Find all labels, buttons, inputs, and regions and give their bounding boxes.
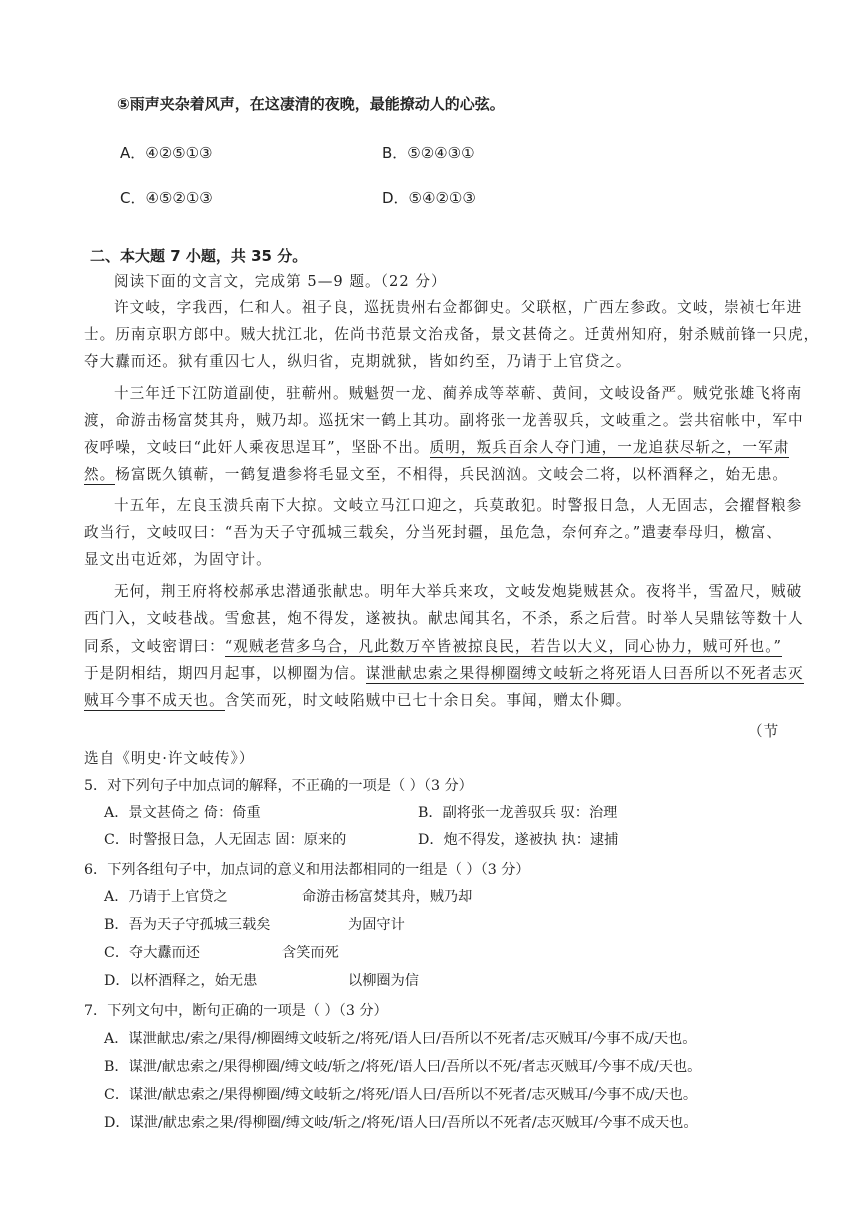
q6-option-d[interactable]: D．以杯酒释之，始无患 <box>104 973 258 989</box>
q7-stem: 7．下列文句中，断句正确的一项是（ ）（3 分） <box>84 1003 388 1019</box>
passage-text: 同系，文岐密谓曰： <box>84 638 225 655</box>
passage-line: 显文出屯近郊，为固守计。 <box>84 551 272 568</box>
passage-line <box>84 436 789 457</box>
passage-line <box>84 662 804 683</box>
passage-text: 夜呼噪，文岐曰“此奸人乘夜思逞耳”，坚卧不出。 <box>84 439 430 456</box>
passage-line <box>84 689 632 710</box>
q6-option-a[interactable]: A．乃请于上官贷之 <box>104 889 228 905</box>
q6-option-b[interactable]: B．吾为天子守孤城三载矣 <box>104 917 271 933</box>
q4-option-b[interactable]: B．⑤②④③① <box>382 144 475 162</box>
q4-option-d[interactable]: D．⑤④②①③ <box>382 189 476 207</box>
passage-line <box>84 463 788 484</box>
q4-option-c[interactable]: C．④⑤②①③ <box>120 189 213 207</box>
passage-line: 无何，荆王府将校郝承忠潜通张献忠。明年大举兵来攻，文岐发炮毙贼甚众。夜将半，雪盈尺，贼破 <box>114 583 803 600</box>
underlined-sentence: 贼耳今事不成天也。 <box>84 692 225 709</box>
q6-option-b-pair: 为固守计 <box>348 917 405 933</box>
q5-option-c[interactable]: C．时警报日急，人无固志 固：原来的 <box>104 832 347 848</box>
q6-option-a-pair: 命游击杨富焚其舟，贼乃却 <box>302 889 473 905</box>
reading-instruction: 阅读下面的文言文，完成第 5—9 题。（22 分） <box>114 273 447 290</box>
q6-option-c-pair: 含笑而死 <box>282 945 339 961</box>
passage-line: 渡，命游击杨富焚其舟，贼乃却。巡抚宋一鹤上其功。副将张一龙善驭兵，文岐重之。尝共宿帐中，军中 <box>84 412 804 429</box>
q7-option-d[interactable]: D．谋泄/献忠索之果/得柳圈/缚文岐/斩之/将死/语人曰/吾所以不死者/志灭贼耳/今事不成天也。 <box>104 1115 698 1131</box>
source-citation-start: （节 <box>748 723 780 740</box>
underlined-sentence: “观贼老营多乌合，凡此数万卒皆被掠良民，若告以大义，同心协力，贼可歼也。” <box>224 638 783 655</box>
passage-line <box>84 635 782 656</box>
q5-option-a[interactable]: A．景文甚倚之 倚：倚重 <box>104 805 261 821</box>
q7-option-c[interactable]: C．谋泄/献忠索之/果得柳圈/缚文岐斩之/将死/语人曰/吾所以不死者/志灭贼耳/今事不成/天也。 <box>104 1087 698 1103</box>
q6-stem: 6．下列各组句子中，加点词的意义和用法都相同的一组是（ ）（3 分） <box>84 862 530 878</box>
passage-line: 西门入，文岐巷战。雪愈甚，炮不得发，遂被执。献忠闻其名，不杀，系之后营。时举人吴鼎铉等数十人 <box>84 610 804 627</box>
passage-line: 政当行，文岐叹曰：“吾为天子守孤城三载矣，分当死封疆，虽危急，奈何弃之。”遣妻奉母归，檄富、 <box>84 524 783 541</box>
q4-option-a[interactable]: A．④②⑤①③ <box>120 144 213 162</box>
passage-line: 十五年，左良玉溃兵南下大掠。文岐立马江口迎之，兵莫敢犯。时警报日急，人无固志，会擢督粮参 <box>114 497 803 514</box>
passage-line: 夺大纛而还。狱有重囚七人，纵归省，克期就狱，皆如约至，乃请于上官贷之。 <box>84 353 632 370</box>
q5-option-d[interactable]: D．炮不得发，遂被执 执：逮捕 <box>418 832 619 848</box>
passage-line: 十三年迁下江防道副使，驻蕲州。贼魁贺一龙、蔺养成等萃蕲、黄间，文岐设备严。贼党张雄飞将南 <box>114 385 803 402</box>
q5-option-b[interactable]: B．副将张一龙善驭兵 驭：治理 <box>418 805 618 821</box>
underlined-sentence: 谋泄献忠索之果得柳圈缚文岐斩之将死语人曰吾所以不死者志灭 <box>365 665 804 682</box>
passage-text: 于是阴相结，期四月起事，以柳圈为信。 <box>84 665 366 682</box>
section-heading: 二、本大题 7 小题，共 35 分。 <box>90 247 308 265</box>
source-citation: 选自《明史·许文岐传》） <box>84 750 255 767</box>
q4-item5: ⑤雨声夹杂着风声，在这凄清的夜晚，最能撩动人的心弦。 <box>117 95 505 113</box>
passage-text: 杨富既久镇蕲，一鹤复遣参将毛显文至，不相得，兵民汹汹。文岐会二将，以杯酒释之，始无患。 <box>115 466 788 483</box>
passage-line: 士。历南京职方郎中。贼大扰江北，佐尚书范景文治戎备，景文甚倚之。迁黄州知府，射杀贼前锋一只虎， <box>84 326 820 343</box>
underlined-sentence: 质明，叛兵百余人夺门逋，一龙追获尽斩之，一军肃 <box>429 439 790 456</box>
passage-text: 含笑而死，时文岐陷贼中已七十余日矣。事闻，赠太仆卿。 <box>224 692 632 709</box>
q5-stem: 5．对下列句子中加点词的解释，不正确的一项是（ ）（3 分） <box>84 778 473 794</box>
q7-option-b[interactable]: B．谋泄/献忠索之/果得柳圈/缚文岐/斩之/将死/语人曰/吾所以不死/者志灭贼耳/今事不成/天也。 <box>104 1059 702 1075</box>
underlined-sentence: 然。 <box>84 466 116 483</box>
passage-line: 许文岐，字我西，仁和人。祖子良，巡抚贵州右佥都御史。父联枢，广西左参政。文岐，崇祯七年进 <box>114 299 803 316</box>
q6-option-d-pair: 以柳圈为信 <box>348 973 419 989</box>
q6-option-c[interactable]: C．夺大纛而还 <box>104 945 200 961</box>
q7-option-a[interactable]: A．谋泄献忠/索之/果得/柳圈缚文岐斩之/将死/语人曰/吾所以不死者/志灭贼耳/今事不成/天也。 <box>104 1031 697 1047</box>
